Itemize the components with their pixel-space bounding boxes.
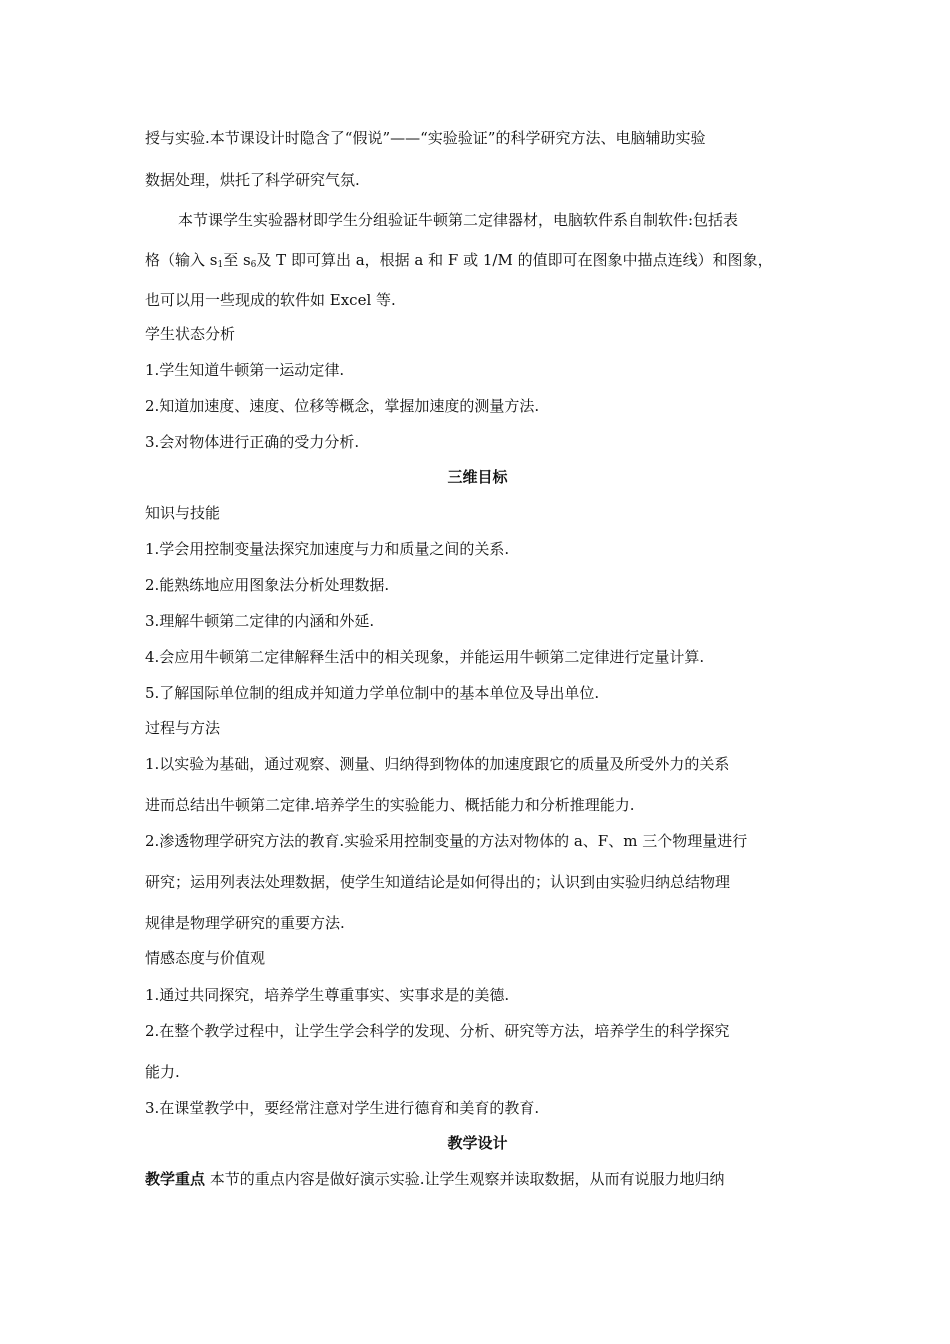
section-heading: 过程与方法 [145,719,221,737]
list-item: 2.在整个教学过程中，让学生学会科学的发现、分析、研究等方法，培养学生的科学探究 [145,1022,730,1040]
paragraph-line [145,1169,810,1189]
list-item: 4.会应用牛顿第二定律解释生活中的相关现象，并能运用牛顿第二定律进行定量计算. [145,648,705,666]
key-point-label: 教学重点 [145,1170,206,1188]
list-item: 1.学会用控制变量法探究加速度与力和质量之间的关系. [145,540,510,558]
section-heading: 学生状态分析 [145,325,236,343]
section-heading: 情感态度与价值观 [145,949,266,967]
section-title: 教学设计 [447,1134,508,1152]
list-item-continued: 研究；运用列表法处理数据，使学生知道结论是如何得出的；认识到由实验归纳总结物理 [145,873,731,891]
list-item: 3.在课堂教学中，要经常注意对学生进行德育和美育的教育. [145,1099,540,1117]
list-item: 2.知道加速度、速度、位移等概念，掌握加速度的测量方法. [145,397,540,415]
text-segment: 及 T 即可算出 a，根据 a 和 F 或 1/M 的值即可在图象中描点连线）和图象， [256,251,773,269]
paragraph-line: 本节课学生实验器材即学生分组验证牛顿第二定律器材，电脑软件系自制软件:包括表 [178,211,739,229]
list-item: 5.了解国际单位制的组成并知道力学单位制中的基本单位及导出单位. [145,684,600,702]
list-item-continued: 进而总结出牛顿第二定律.培养学生的实验能力、概括能力和分析推理能力. [145,796,635,814]
list-item: 1.以实验为基础，通过观察、测量、归纳得到物体的加速度跟它的质量及所受外力的关系 [145,755,730,773]
list-item: 3.会对物体进行正确的受力分析. [145,433,360,451]
paragraph-line [145,250,810,270]
list-item: 3.理解牛顿第二定律的内涵和外延. [145,612,375,630]
subscript: 1 [217,260,224,270]
section-title: 三维目标 [447,468,508,486]
list-item-continued: 能力. [145,1063,180,1081]
text-segment: 格（输入 s [145,251,218,269]
list-item: 1.学生知道牛顿第一运动定律. [145,361,345,379]
list-item: 2.能熟练地应用图象法分析处理数据. [145,576,390,594]
paragraph-line: 也可以用一些现成的软件如 Excel 等. [145,291,396,309]
list-item: 1.通过共同探究，培养学生尊重事实、实事求是的美德. [145,986,510,1004]
key-point-text: 本节的重点内容是做好演示实验.让学生观察并读取数据，从而有说服力地归纳 [205,1170,725,1188]
subscript: 6 [250,260,257,270]
text-segment: 至 s [223,251,251,269]
section-heading: 知识与技能 [145,504,221,522]
list-item: 2.渗透物理学研究方法的教育.实验采用控制变量的方法对物体的 a、F、m 三个物理量进行 [145,832,748,850]
list-item-continued: 规律是物理学研究的重要方法. [145,914,345,932]
paragraph-line: 数据处理，烘托了科学研究气氛. [145,171,360,189]
paragraph-line: 授与实验.本节课设计时隐含了“假说”——“实验验证”的科学研究方法、电脑辅助实验 [145,129,706,147]
